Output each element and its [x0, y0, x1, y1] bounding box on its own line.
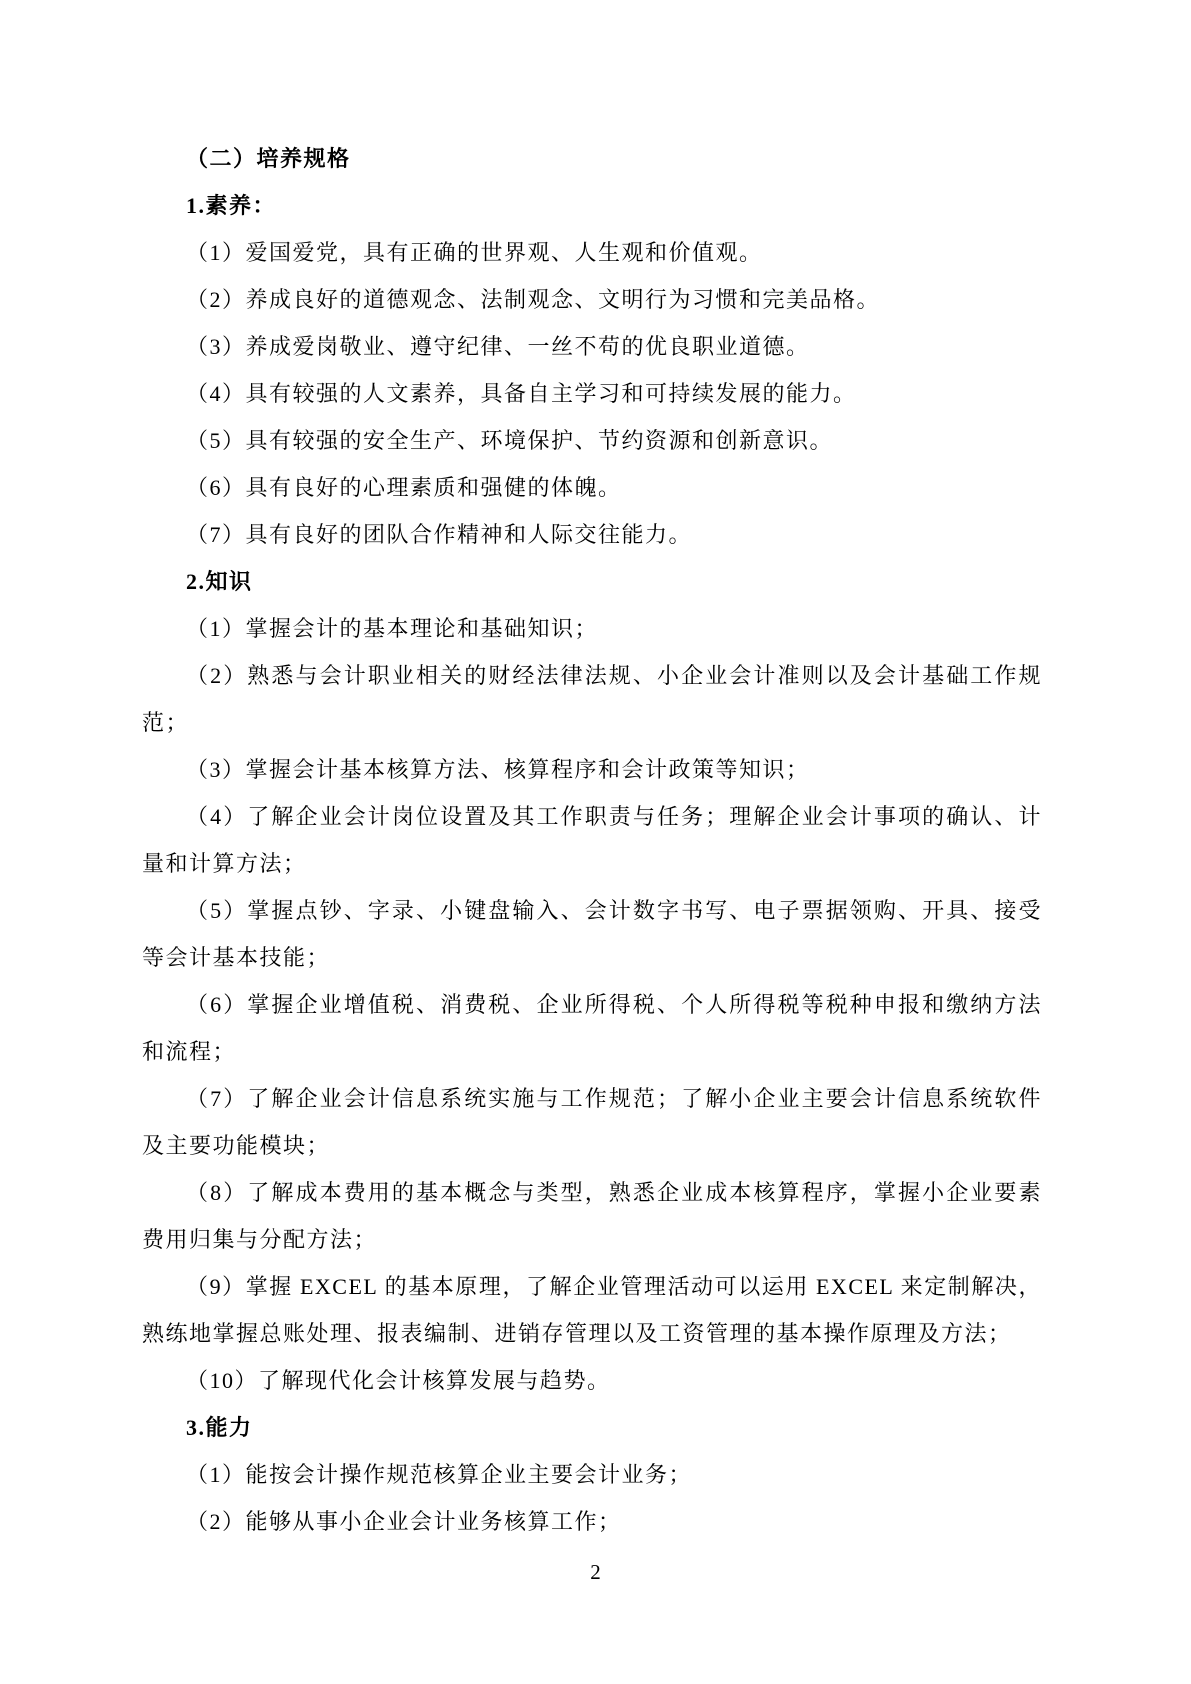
- paragraph: （7）了解企业会计信息系统实施与工作规范；了解小企业主要会计信息系统软件及主要功能模块；: [142, 1086, 1042, 1158]
- paragraph: （2）养成良好的道德观念、法制观念、文明行为习惯和完美品格。: [186, 287, 881, 312]
- paragraph: （1）能按会计操作规范核算企业主要会计业务；: [186, 1462, 693, 1487]
- paragraph: （3）掌握会计基本核算方法、核算程序和会计政策等知识；: [186, 757, 810, 782]
- paragraph: （4）具有较强的人文素养，具备自主学习和可持续发展的能力。: [186, 381, 857, 406]
- paragraph: （1）爱国爱党，具有正确的世界观、人生观和价值观。: [186, 240, 763, 265]
- paragraph: （10）了解现代化会计核算发展与趋势。: [186, 1368, 611, 1393]
- page-footer: [0, 1556, 1191, 1588]
- paragraph: （8）了解成本费用的基本概念与类型，熟悉企业成本核算程序，掌握小企业要素费用归集与分配方法；: [142, 1180, 1042, 1252]
- paragraph: （7）具有良好的团队合作精神和人际交往能力。: [186, 522, 693, 547]
- page-number: 2: [590, 1560, 601, 1584]
- paragraph: （9）掌握 EXCEL 的基本原理，了解企业管理活动可以运用 EXCEL 来定制解决，熟练地掌握总账处理、报表编制、进销存管理以及工资管理的基本操作原理及方法；: [142, 1274, 1042, 1346]
- paragraph: （2）熟悉与会计职业相关的财经法律法规、小企业会计准则以及会计基础工作规范；: [142, 663, 1042, 735]
- document-body: [142, 135, 1042, 1545]
- paragraph: （6）掌握企业增值税、消费税、企业所得税、个人所得税等税种申报和缴纳方法和流程；: [142, 992, 1042, 1064]
- paragraph: 2.知识: [186, 569, 253, 594]
- paragraph: （5）具有较强的安全生产、环境保护、节约资源和创新意识。: [186, 428, 834, 453]
- paragraph: （6）具有良好的心理素质和强健的体魄。: [186, 475, 622, 500]
- paragraph: 1.素养：: [186, 193, 277, 218]
- paragraph: （4）了解企业会计岗位设置及其工作职责与任务；理解企业会计事项的确认、计量和计算方法；: [142, 804, 1042, 876]
- paragraph: （2）能够从事小企业会计业务核算工作；: [186, 1509, 622, 1534]
- paragraph: （1）掌握会计的基本理论和基础知识；: [186, 616, 599, 641]
- paragraph: （3）养成爱岗敬业、遵守纪律、一丝不苟的优良职业道德。: [186, 334, 810, 359]
- paragraph: （二）培养规格: [186, 146, 351, 171]
- paragraph: （5）掌握点钞、字录、小键盘输入、会计数字书写、电子票据领购、开具、接受等会计基本技能；: [142, 898, 1042, 970]
- paragraph: 3.能力: [186, 1415, 253, 1440]
